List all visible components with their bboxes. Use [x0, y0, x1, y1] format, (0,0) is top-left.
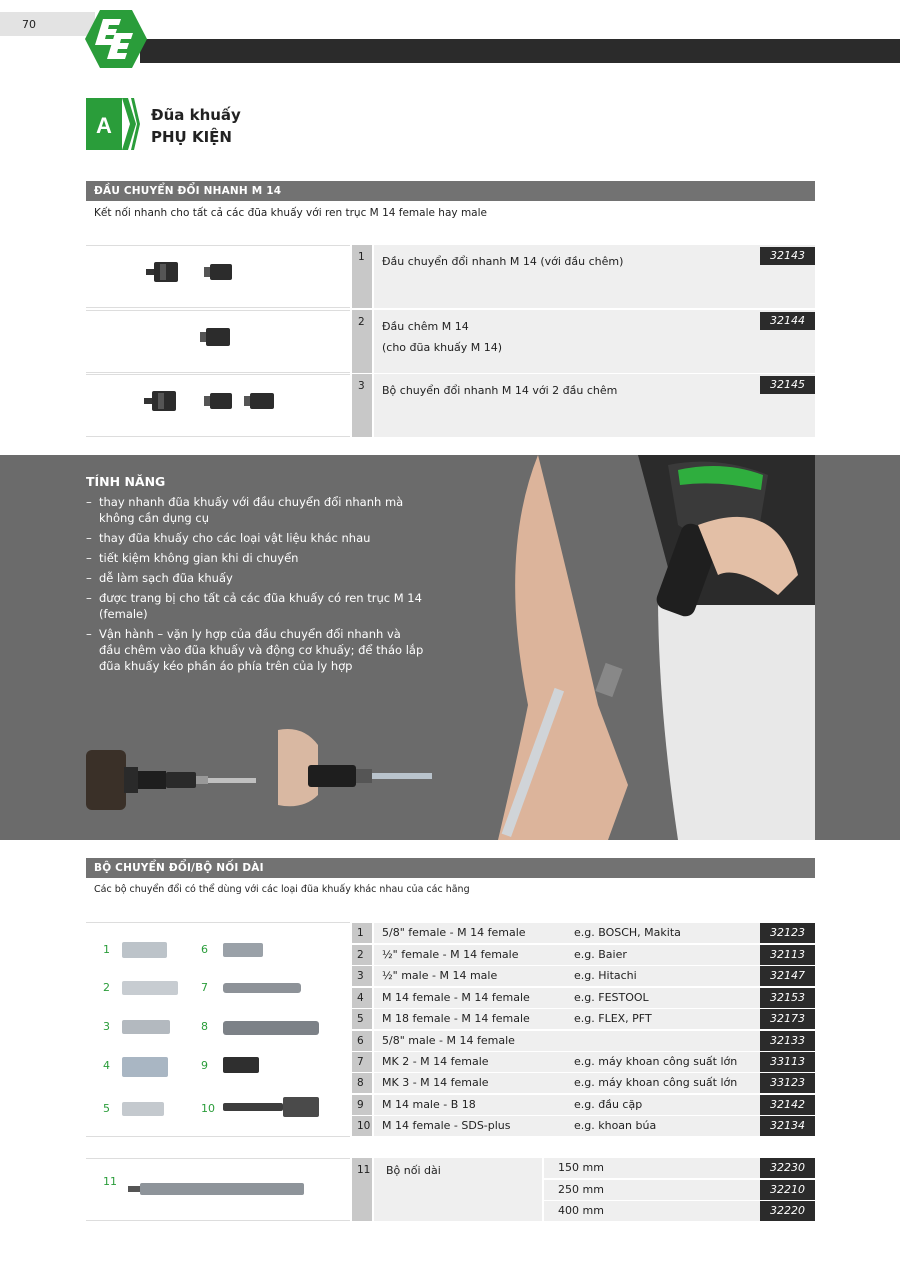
- adapter-example: e.g. BOSCH, Makita: [574, 926, 681, 939]
- description-line: Đầu chêm M 14: [382, 320, 469, 333]
- adapter-description: [374, 1116, 760, 1136]
- adapter-description: [374, 1009, 760, 1029]
- product-code: 32143: [760, 247, 815, 265]
- adapter-set-image-icon: [86, 375, 350, 438]
- feature-item: – tiết kiệm không gian khi di chuyển: [86, 550, 426, 566]
- feature-item: – dễ làm sạch đũa khuấy: [86, 570, 426, 586]
- product-code: 32145: [760, 376, 815, 394]
- features-title: TÍNH NĂNG: [86, 474, 166, 489]
- adapter-spec: MK 3 - M 14 female: [382, 1076, 489, 1089]
- adapter-spec: ½" female - M 14 female: [382, 948, 519, 961]
- row-number: 1: [352, 923, 372, 943]
- section-title: Đũa khuấy: [151, 106, 241, 124]
- product-code: 32113: [760, 945, 815, 965]
- adapter-spec: 5/8" male - M 14 female: [382, 1034, 515, 1047]
- page-number-tab: [0, 12, 95, 36]
- adapter-spec: 5/8" female - M 14 female: [382, 926, 526, 939]
- shim-image-icon: [86, 311, 350, 374]
- row-number: 6: [352, 1031, 372, 1051]
- product-code: 32153: [760, 988, 815, 1008]
- adapter-description: [374, 988, 760, 1008]
- product-code: 32220: [760, 1201, 815, 1221]
- adapter-example: e.g. khoan búa: [574, 1119, 657, 1132]
- product-code: 33113: [760, 1052, 815, 1072]
- adapter-spec: ½" male - M 14 male: [382, 969, 498, 982]
- brand-logo-icon: [85, 10, 147, 68]
- section-subtitle: PHỤ KIỆN: [151, 128, 232, 146]
- adapter-spec: M 14 female - SDS-plus: [382, 1119, 511, 1132]
- features-band: [0, 455, 900, 840]
- adapter-row: [352, 1031, 815, 1051]
- adapter-spec: M 18 female - M 14 female: [382, 1012, 530, 1025]
- adapters-heading: BỘ CHUYỂN ĐỔI/BỘ NỐI DÀI: [86, 858, 815, 878]
- row-number: 9: [352, 1095, 372, 1115]
- image-label: 7: [201, 981, 208, 994]
- mixer-usage-photo-icon: [478, 455, 815, 840]
- adapter-description: [374, 1095, 760, 1115]
- description-line: Đầu chuyển đổi nhanh M 14 (với đầu chêm): [382, 255, 624, 268]
- adapter-spec: MK 2 - M 14 female: [382, 1055, 489, 1068]
- row-number: 7: [352, 1052, 372, 1072]
- product-code: 32210: [760, 1180, 815, 1200]
- description-line: Bộ chuyển đổi nhanh M 14 với 2 đầu chêm: [382, 384, 618, 397]
- row-number: 2: [352, 310, 372, 373]
- product-code: 32230: [760, 1158, 815, 1178]
- adapter-description: [374, 923, 760, 943]
- image-label: 10: [201, 1102, 215, 1115]
- adapters-image-panel: [86, 922, 350, 1137]
- product-description: [374, 245, 760, 308]
- product-row: [86, 374, 815, 437]
- row-number: 4: [352, 988, 372, 1008]
- product-code: 32142: [760, 1095, 815, 1115]
- quick-adapter-subtitle: Kết nối nhanh cho tất cả các đũa khuấy với ren trục M 14 female hay male: [94, 207, 487, 219]
- product-code: 32123: [760, 923, 815, 943]
- extension-length: 400 mm: [544, 1201, 760, 1221]
- row-number: 3: [352, 374, 372, 437]
- row-number: 8: [352, 1073, 372, 1093]
- adapter-row: [352, 966, 815, 986]
- product-description: [374, 310, 760, 373]
- product-code: 32144: [760, 312, 815, 330]
- product-image: [86, 310, 350, 373]
- adapter-row: [352, 1095, 815, 1115]
- image-label: 3: [103, 1020, 110, 1033]
- adapter-description: [374, 1031, 760, 1051]
- image-label: 9: [201, 1059, 208, 1072]
- adapter-description: [374, 966, 760, 986]
- adapter-spec: M 14 female - M 14 female: [382, 991, 530, 1004]
- adapter-row: [352, 1052, 815, 1072]
- product-description: [374, 374, 760, 437]
- adapter-example: e.g. máy khoan công suất lớn: [574, 1055, 738, 1068]
- adapter-description: [374, 1073, 760, 1093]
- image-label: 1: [103, 943, 110, 956]
- row-number: 10: [352, 1116, 372, 1136]
- extension-image: [86, 1158, 350, 1221]
- adapter-example: e.g. FESTOOL: [574, 991, 649, 1004]
- hand-adapter-photo-icon: [278, 725, 438, 815]
- extension-rod-icon: [86, 1159, 350, 1222]
- row-number: 5: [352, 1009, 372, 1029]
- product-code: 32134: [760, 1116, 815, 1136]
- quick-adapter-heading: ĐẦU CHUYỂN ĐỔI NHANH M 14: [86, 181, 815, 201]
- extension-description: Bộ nối dài: [374, 1158, 542, 1221]
- header-bar: [140, 39, 900, 63]
- row-number: 3: [352, 966, 372, 986]
- image-label: 2: [103, 981, 110, 994]
- adapter-row: [352, 1116, 815, 1136]
- image-label: 8: [201, 1020, 208, 1033]
- product-image: [86, 374, 350, 437]
- adapter-row: [352, 1009, 815, 1029]
- adapter-spec: M 14 male - B 18: [382, 1098, 476, 1111]
- image-label: 5: [103, 1102, 110, 1115]
- adapter-example: e.g. Baier: [574, 948, 627, 961]
- row-number: 1: [352, 245, 372, 308]
- quick-adapter-image-icon: [86, 246, 350, 309]
- adapter-example: e.g. FLEX, PFT: [574, 1012, 652, 1025]
- adapter-row: [352, 988, 815, 1008]
- description-line: (cho đũa khuấy M 14): [382, 341, 503, 354]
- extension-length: 150 mm: [544, 1158, 760, 1178]
- features-list: [86, 494, 426, 678]
- product-code: 32173: [760, 1009, 815, 1029]
- section-badge-icon: [86, 98, 140, 150]
- feature-item: – thay nhanh đũa khuấy với đầu chuyển đổi nhanh mà không cần dụng cụ: [86, 494, 426, 526]
- adapter-example: e.g. đầu cặp: [574, 1098, 643, 1111]
- product-code: 32147: [760, 966, 815, 986]
- product-code: 32133: [760, 1031, 815, 1051]
- svg-text:A: A: [96, 113, 112, 138]
- product-code: 33123: [760, 1073, 815, 1093]
- row-number: 11: [352, 1158, 372, 1221]
- adapter-row: [352, 945, 815, 965]
- adapter-description: [374, 1052, 760, 1072]
- feature-item: – thay đũa khuấy cho các loại vật liệu khác nhau: [86, 530, 426, 546]
- product-image: [86, 245, 350, 308]
- drill-adapter-photo-icon: [86, 745, 256, 815]
- image-label: 4: [103, 1059, 110, 1072]
- adapter-row: [352, 1073, 815, 1093]
- adapters-subtitle: Các bộ chuyển đổi có thể dùng với các loại đũa khuấy khác nhau của các hãng: [94, 884, 470, 895]
- adapters-image-icon: [86, 923, 350, 1138]
- row-number: 2: [352, 945, 372, 965]
- page-number: 70: [22, 18, 36, 31]
- adapter-example: e.g. Hitachi: [574, 969, 637, 982]
- adapter-description: [374, 945, 760, 965]
- adapter-example: e.g. máy khoan công suất lớn: [574, 1076, 738, 1089]
- extension-length: 250 mm: [544, 1180, 760, 1200]
- product-row: [86, 310, 815, 373]
- image-label: 6: [201, 943, 208, 956]
- product-row: [86, 245, 815, 308]
- feature-item: – Vận hành – vặn ly hợp của đầu chuyển đổi nhanh và đầu chêm vào đũa khuấy và động cơ khuấy; để tháo lắp đũa khuấy kéo phần áo phía trên của ly hợp: [86, 626, 426, 674]
- adapter-row: [352, 923, 815, 943]
- image-label: 11: [103, 1175, 117, 1188]
- feature-item: – được trang bị cho tất cả các đũa khuấy có ren trục M 14 (female): [86, 590, 426, 622]
